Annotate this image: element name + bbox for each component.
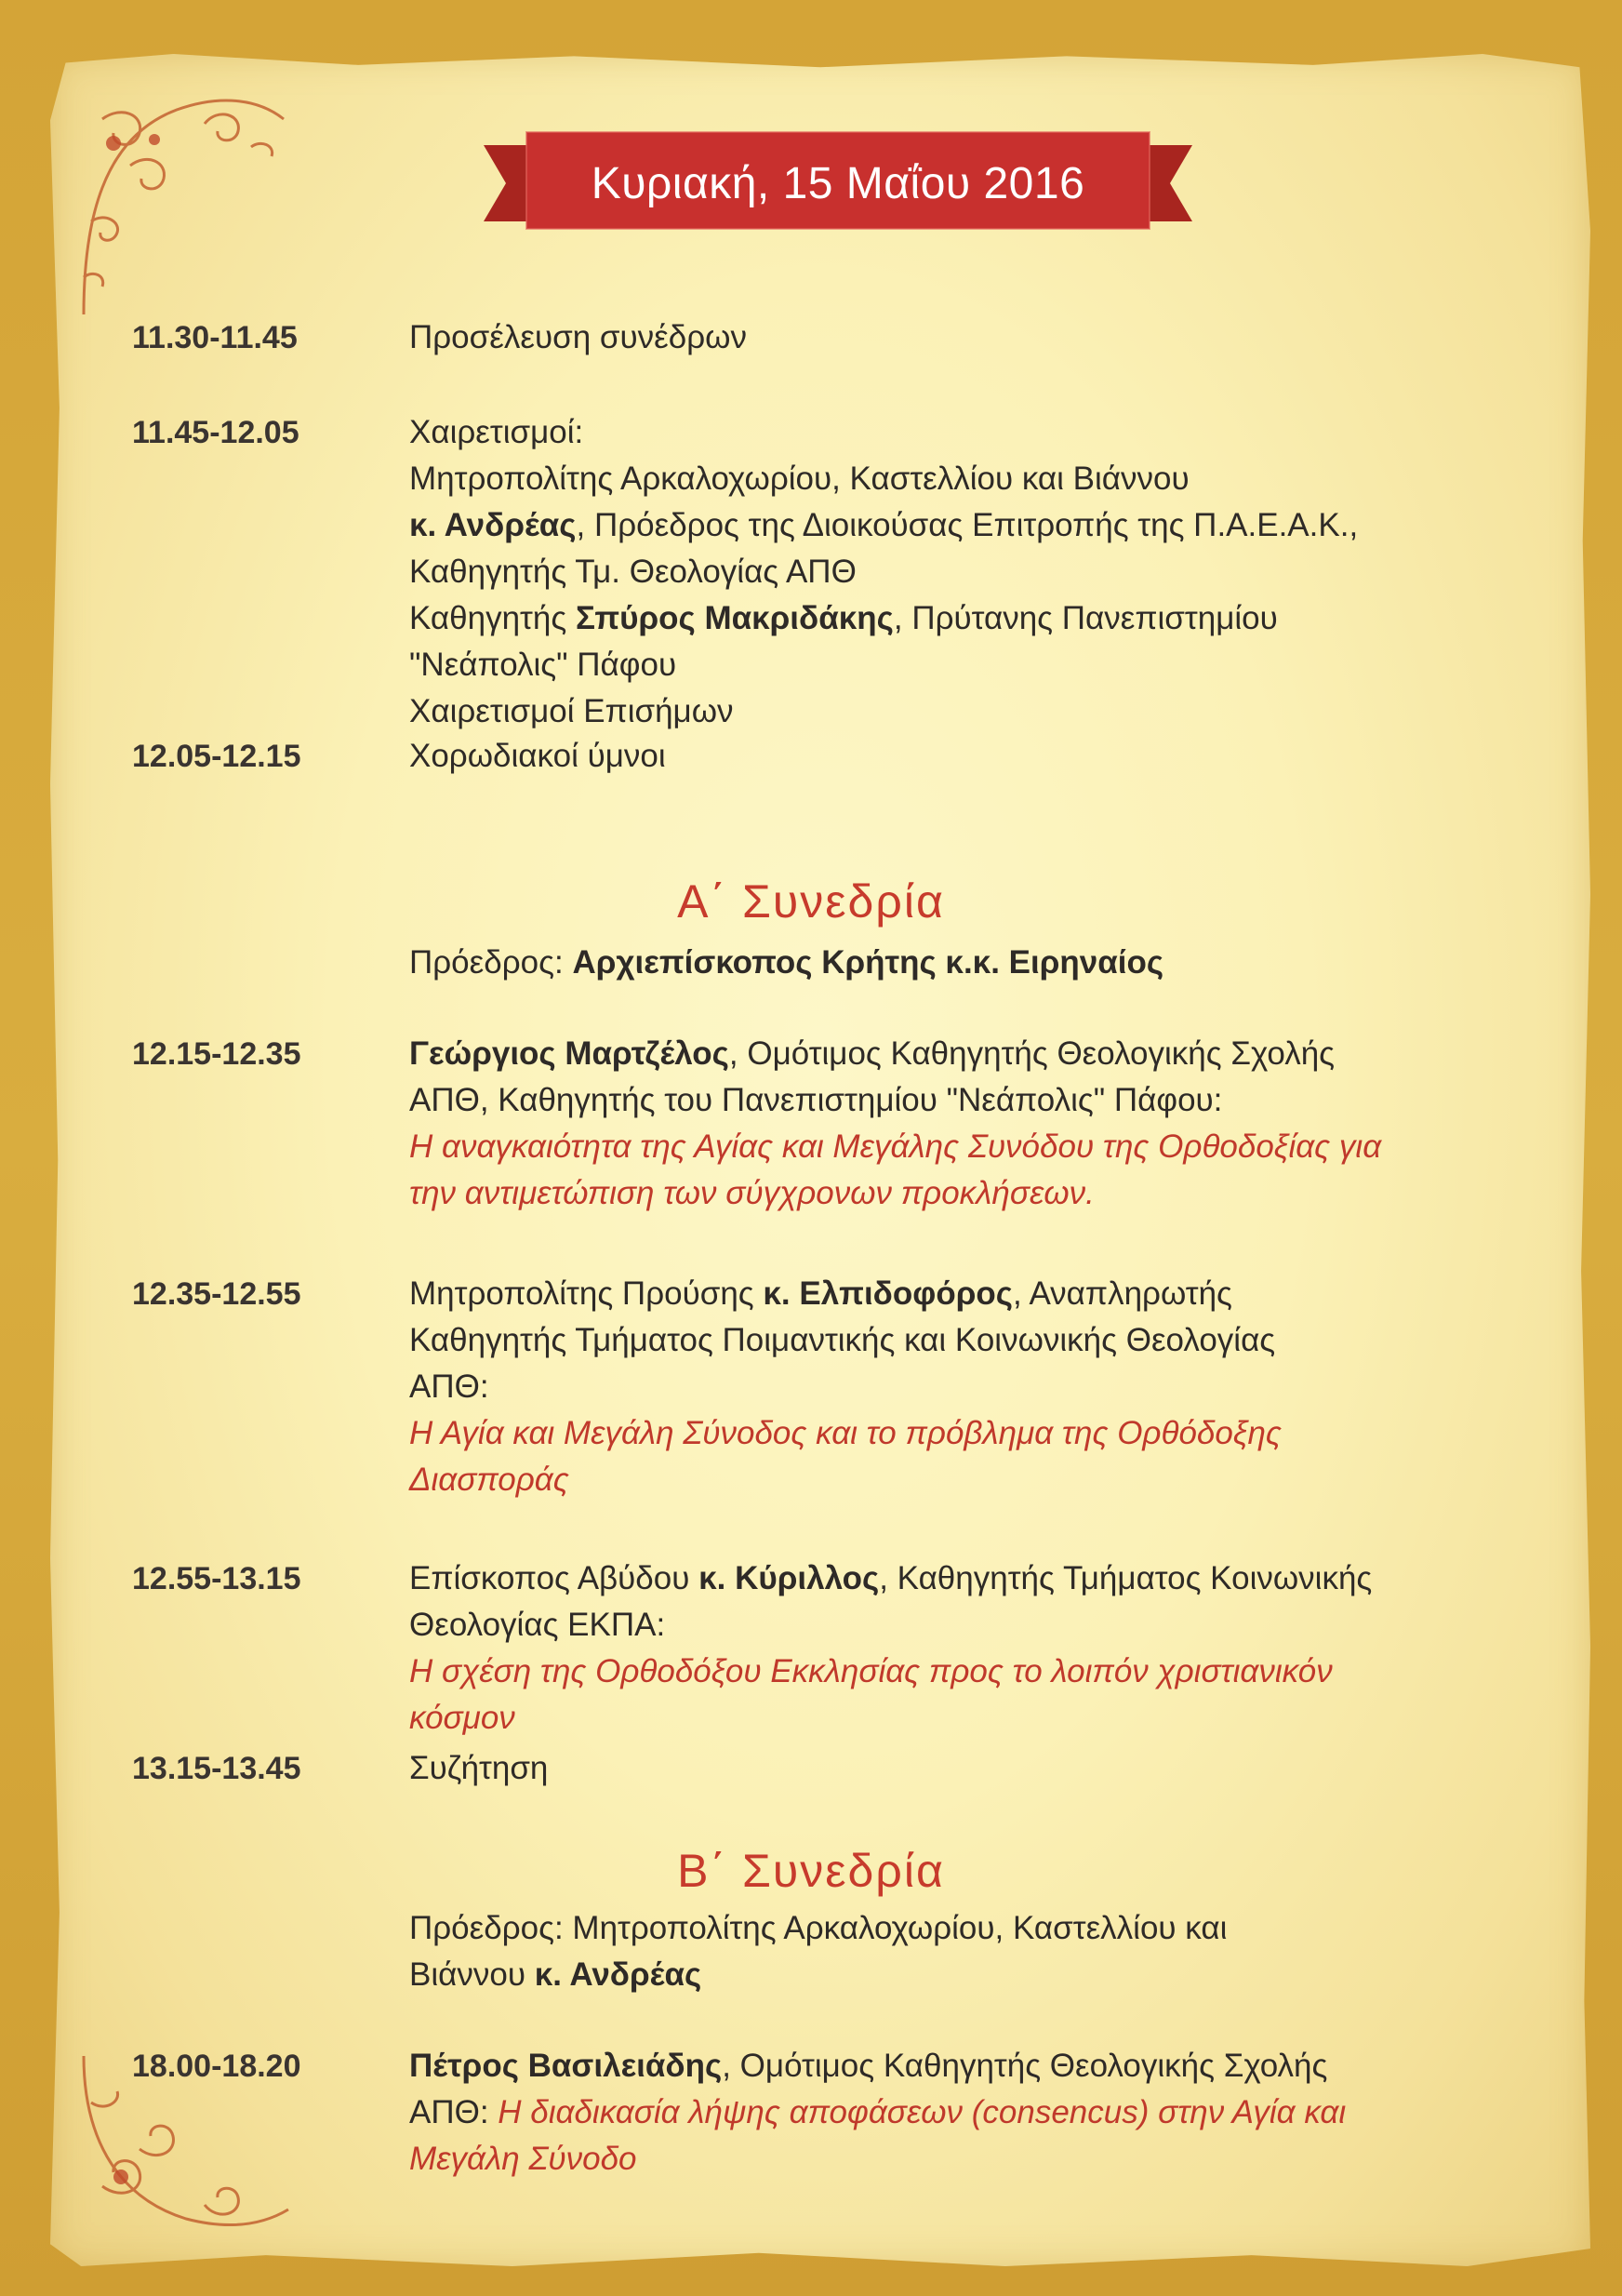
text-line [409,1124,1590,1170]
time-slot: 13.15-13.45 [132,1751,301,1786]
session-a-chair [409,940,1590,986]
text-line [409,1695,1590,1742]
text-line [409,549,1590,595]
text-line [409,595,1590,642]
session-a-talk [409,1555,1590,1742]
text-span: Μητροπολίτης Προύσης [409,1275,764,1312]
talk-title: Η διαδικασία λήψης αποφάσεων (consencus) στην Αγία και [498,2094,1347,2130]
text-line [409,1905,1590,1952]
text-span: , Αναπληρωτής [1012,1275,1232,1312]
talk-title: την αντιμετώπιση των σύγχρονων προκλήσεων. [409,1175,1095,1211]
text-line [409,688,1590,735]
text-span: ΑΠΘ: [409,1368,489,1405]
text-span: Καθηγητής [409,600,576,636]
time-slot: 12.15-12.35 [132,1036,301,1072]
talk-title: κόσμον [409,1700,515,1736]
text-line [409,1271,1590,1317]
speaker-name: Γεώργιος Μαρτζέλος [409,1035,729,1072]
schedule-entry [409,314,1590,361]
talk-title: Μεγάλη Σύνοδο [409,2141,637,2177]
text-span: , Ομότιμος Καθηγητής Θεολογικής Σχολής [728,1035,1336,1072]
time-slot: 12.35-12.55 [132,1276,301,1312]
text-line [409,1649,1590,1695]
text-line [409,1317,1590,1364]
talk-title: Η Αγία και Μεγάλη Σύνοδος και το πρόβλημα της Ορθόδοξης [409,1415,1282,1451]
talk-title: Η σχέση της Ορθοδόξου Εκκλησίας προς το λοιπόν χριστιανικόν [409,1653,1333,1689]
date-banner [484,128,1192,238]
session-a-talk [409,1745,1590,1792]
text-line [409,1170,1590,1217]
text-line [409,1077,1590,1124]
text-line [409,940,1590,986]
time-slot: 12.55-13.15 [132,1561,301,1596]
text-span: , Πρόεδρος της Διοικούσας Επιτροπής της Π.Α.Ε.Α.Κ., [576,507,1359,543]
text-line [409,642,1590,688]
text-span: Χαιρετισμοί Επισήμων [409,693,734,729]
text-span: Συζήτηση [409,1750,549,1786]
time-slot: 12.05-12.15 [132,739,301,774]
text-line [409,2089,1590,2136]
date-banner-text: Κυριακή, 15 Μαΐου 2016 [591,158,1085,208]
text-span: Μητροπολίτης Αρκαλοχωρίου, Καστελλίου και Βιάννου [409,461,1190,497]
text-span: ΑΠΘ: [409,2094,499,2130]
talk-title: Η αναγκαιότητα της Αγίας και Μεγάλης Συνόδου της Ορθοδοξίας για [409,1128,1382,1165]
speaker-name: Πέτρος Βασιλειάδης [409,2048,723,2084]
schedule-entry [409,409,1590,735]
text-span: Επίσκοπος Αβύδου [409,1560,699,1596]
text-line [409,1602,1590,1649]
schedule-entry [409,733,1590,780]
text-span: Χαιρετισμοί: [409,414,584,450]
session-a-title: Α΄ Συνεδρία [677,875,945,928]
text-line [409,409,1590,456]
time-slot: 11.45-12.05 [132,415,299,450]
text-line [409,1952,1590,1998]
speaker-name: κ. Κύριλλος [698,1560,880,1596]
text-line [409,2043,1590,2089]
time-slot: 11.30-11.45 [132,320,298,355]
speaker-name: κ. Ανδρέας [534,1956,702,1993]
text-span: , Καθηγητής Τμήματος Κοινωνικής [879,1560,1373,1596]
text-line [409,1745,1590,1792]
talk-title: Διασποράς [409,1462,569,1498]
speaker-name: κ. Ελπιδοφόρος [763,1275,1013,1312]
text-line [409,2136,1590,2183]
text-line [409,1457,1590,1503]
session-b-talk [409,2043,1590,2183]
text-line [409,733,1590,780]
text-span: Προσέλευση συνέδρων [409,319,747,355]
text-span: Πρόεδρος: [409,944,573,981]
text-span: , Πρύτανης Πανεπιστημίου [893,600,1278,636]
text-span: "Νεάπολις" Πάφου [409,647,677,683]
session-a-talk [409,1271,1590,1503]
text-span: , Ομότιμος Καθηγητής Θεολογικής Σχολής [722,2048,1328,2084]
text-line [409,502,1590,549]
text-span: Καθηγητής Τμήματος Ποιμαντικής και Κοινωνικής Θεολογίας [409,1322,1276,1358]
text-span: Βιάννου [409,1956,535,1993]
text-span: Καθηγητής Τμ. Θεολογίας ΑΠΘ [409,554,857,590]
text-line [409,1410,1590,1457]
text-span: Χορωδιακοί ύμνοι [409,738,666,774]
text-line [409,1031,1590,1077]
text-span: Πρόεδρος: Μητροπολίτης Αρκαλοχωρίου, Καστελλίου και [409,1910,1228,1946]
session-b-title: Β΄ Συνεδρία [677,1845,945,1897]
text-line [409,456,1590,502]
speaker-name: Αρχιεπίσκοπος Κρήτης κ.κ. Ειρηναίος [572,944,1164,981]
text-span: ΑΠΘ, Καθηγητής του Πανεπιστημίου "Νεάπολις" Πάφου: [409,1082,1223,1118]
speaker-name: Σπύρος Μακριδάκης [575,600,894,636]
text-line [409,314,1590,361]
session-a-talk [409,1031,1590,1217]
session-b-chair [409,1905,1590,1998]
speaker-name: κ. Ανδρέας [409,507,577,543]
text-span: Θεολογίας ΕΚΠΑ: [409,1607,666,1643]
corner-flourish-icon [65,82,307,342]
time-slot: 18.00-18.20 [132,2049,301,2084]
text-line [409,1555,1590,1602]
text-line [409,1364,1590,1410]
